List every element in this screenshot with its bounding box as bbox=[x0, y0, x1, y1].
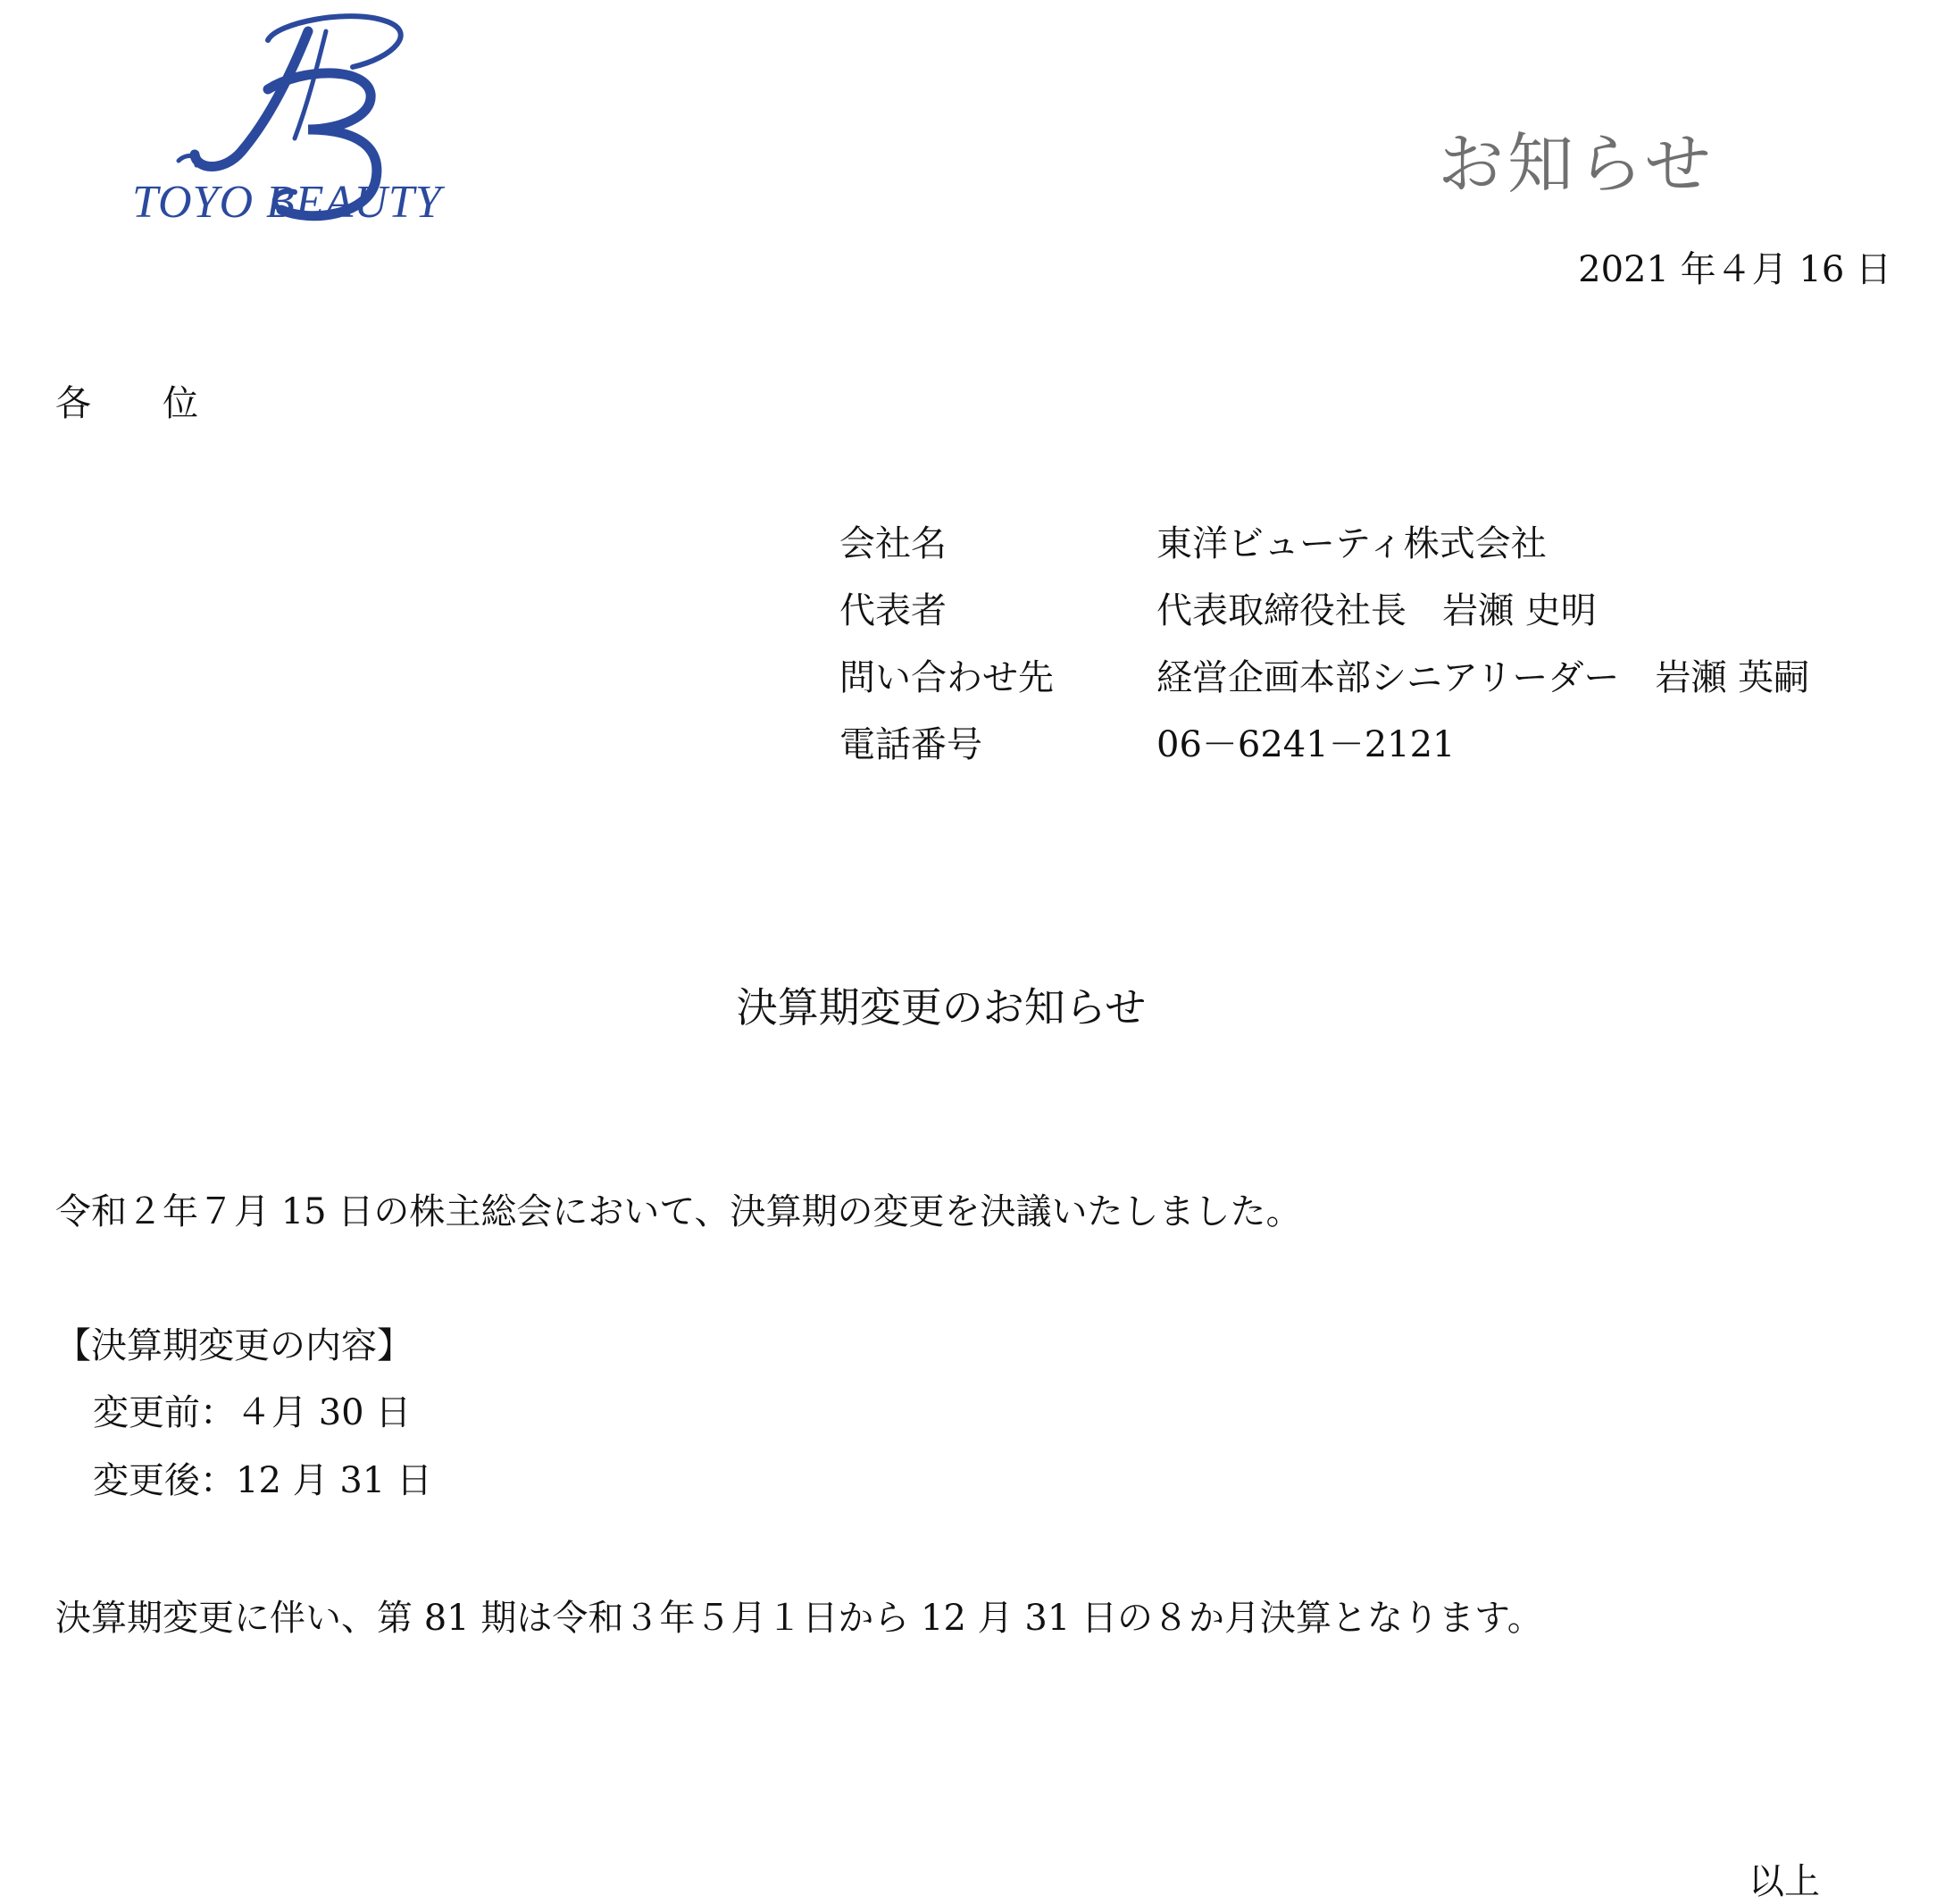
addressee: 各 位 bbox=[55, 383, 198, 424]
body-paragraph-1: 令和２年７月 15 日の株主総会において、決算期の変更を決議いたしました。 bbox=[55, 1191, 1302, 1232]
document-title: お知らせ bbox=[1438, 126, 1715, 203]
subject-heading: 決算期変更のお知らせ bbox=[736, 983, 1147, 1031]
change-before: 変更前：４月 30 日 bbox=[93, 1392, 412, 1433]
info-label: 代表者 bbox=[839, 590, 947, 631]
info-label: 電話番号 bbox=[839, 724, 982, 765]
info-value: 東洋ビューティ株式会社 bbox=[1156, 523, 1547, 564]
body-paragraph-2: 決算期変更に伴い、第 81 期は令和３年５月１日から 12 月 31 日の８か月決算となります。 bbox=[55, 1598, 1543, 1639]
info-row-phone bbox=[839, 708, 1809, 775]
info-row-company bbox=[839, 507, 1809, 574]
section-heading: 【決算期変更の内容】 bbox=[55, 1325, 413, 1366]
info-label: 問い合わせ先 bbox=[839, 657, 1054, 698]
company-info-block bbox=[839, 507, 1809, 775]
info-value: 代表取締役社長 岩瀬 史明 bbox=[1156, 590, 1597, 631]
closing-mark: 以上 bbox=[1749, 1861, 1820, 1902]
info-row-representative bbox=[839, 574, 1809, 641]
info-value: 06－6241－2121 bbox=[1156, 724, 1456, 765]
info-value: 経営企画本部シニアリーダー 岩瀬 英嗣 bbox=[1156, 657, 1810, 698]
toyo-beauty-logo bbox=[125, 4, 447, 237]
change-after: 変更後：12 月 31 日 bbox=[93, 1460, 432, 1501]
info-row-contact bbox=[839, 641, 1809, 708]
issue-date: 2021 年４月 16 日 bbox=[1578, 249, 1891, 290]
logo-text: TOYO BEAUTY bbox=[132, 177, 442, 228]
info-label: 会社名 bbox=[839, 523, 947, 564]
